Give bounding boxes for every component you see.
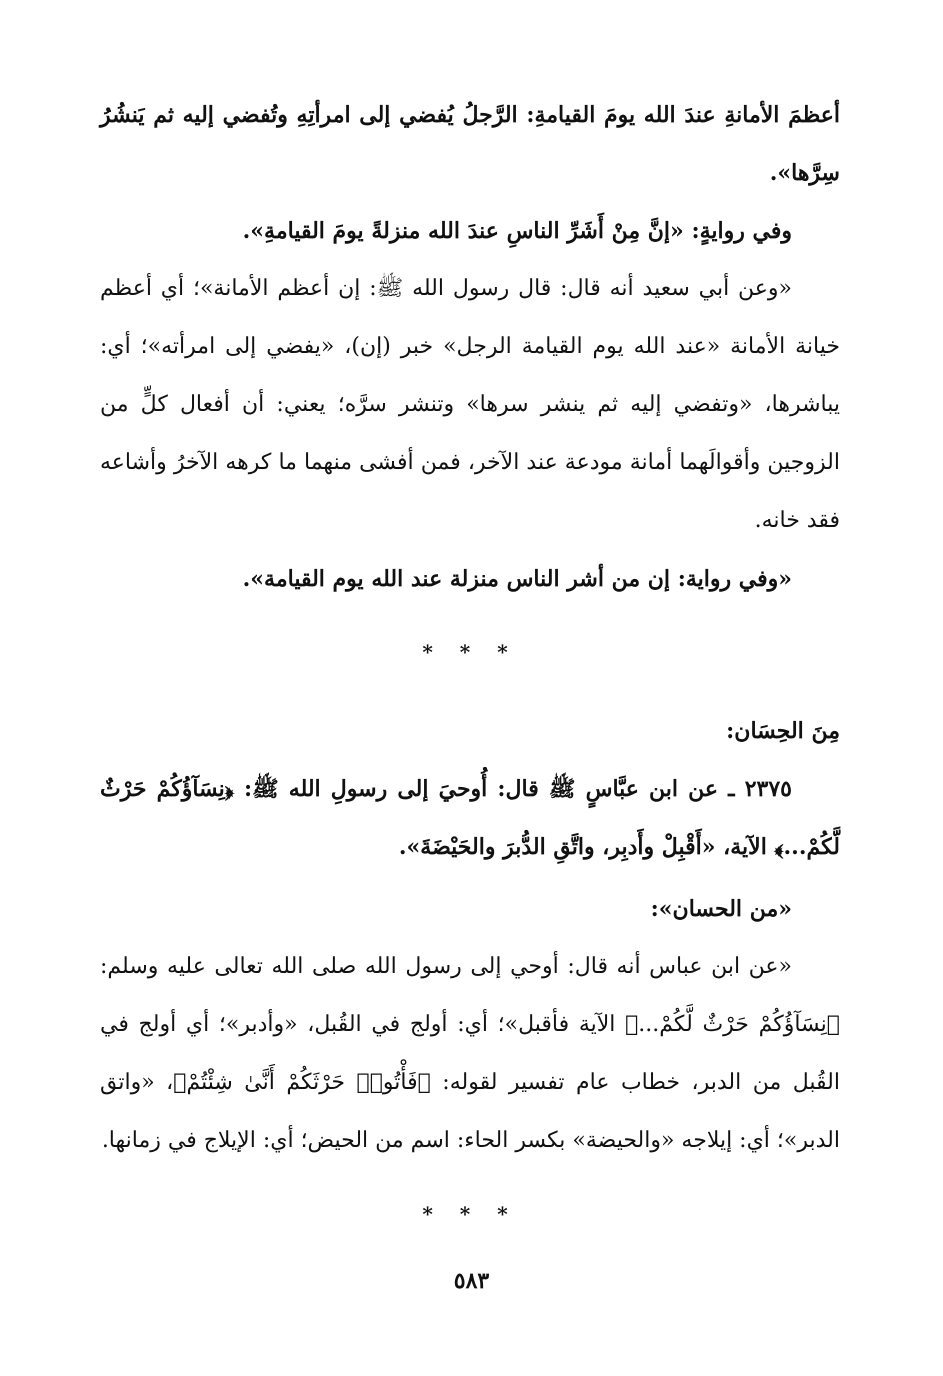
section-separator-1: * * *: [422, 640, 518, 664]
page-number: ٥٨٣: [453, 1268, 490, 1294]
commentary-variant: «وفي رواية: إن من أشر الناس منزلة عند الله يوم القيامة».: [242, 566, 792, 592]
commentary-heading: «من الحسان»:: [650, 896, 792, 922]
section-heading: مِنَ الحِسَان:: [726, 718, 840, 744]
section-separator-2: * * *: [422, 1202, 518, 1226]
hadith-2375: ٢٣٧٥ ـ عن ابن عبَّاسٍ ﷺ قال: أُوحيَ إلى رسولِ الله ﷺ: ﴿نِسَآؤُكُمْ حَرْثٌ لَّكُمْ...﴾ الآية، «أَقْبِلْ وأَدبِر، واتَّقِ الدُّبرَ والحَيْضَةَ».: [100, 776, 840, 860]
hadith-continuation: أعظمَ الأمانةِ عندَ الله يومَ القيامةِ: الرَّجلُ يُفضي إلى امرأتِهِ وتُفضي إليه ثم يَنشُرُ سِرَّها».: [100, 102, 840, 186]
commentary-paragraph-2: «عن ابن عباس أنه قال: أوحي إلى رسول الله صلى الله تعالى عليه وسلم: ﴿نِسَآؤُكُمْ حَرْثٌ لَّكُمْ...﴾ الآية فأقبل»؛ أي: أولج في القُبل، «وأدبر»؛ أي أولج في القُبل من الدبر، خطاب عام تفسير لقوله: ﴿فَأْتُوا۟ حَرْثَكُمْ أَنَّىٰ شِئْتُمْ﴾، «واتق الدبر»؛ أي: إيلاجه «والحيضة» بكسر الحاء: اسم من الحيض؛ أي: الإيلاج في زمانها.: [100, 954, 840, 1153]
commentary-paragraph-1: «وعن أبي سعيد أنه قال: قال رسول الله ﷺ: إن أعظم الأمانة»؛ أي أعظم خيانة الأمانة «عند الله يوم القيامة الرجل» خبر (إن)، «يفضي إلى امرأته»؛ أي: يباشرها، «وتفضي إليه ثم ينشر سرها» وتنشر سرَّه؛ يعني: أن أفعال كلٍّ من الزوجين وأقوالَهما أمانة مودعة عند الآخر، فمن أفشى منهما ما كرهه الآخرُ وأشاعه فقد خانه.: [100, 276, 840, 533]
narration-variant: وفي روايةٍ: «إنَّ مِنْ أَشَرِّ الناسِ عندَ الله منزلةً يومَ القيامةِ».: [242, 218, 792, 244]
page-body: [100, 86, 840, 1264]
